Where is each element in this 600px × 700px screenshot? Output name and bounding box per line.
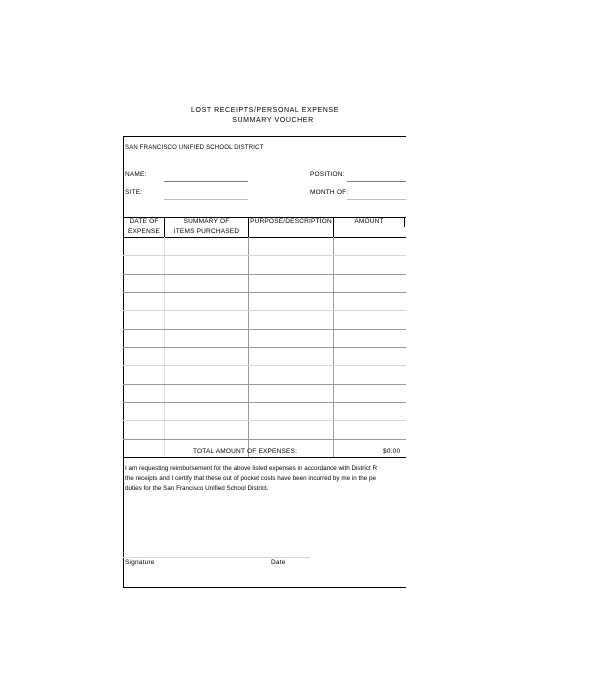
header-date bbox=[124, 217, 164, 237]
header-divider-4 bbox=[404, 217, 405, 227]
month-label: MONTH OF: bbox=[310, 189, 349, 196]
table-row[interactable] bbox=[123, 329, 406, 330]
header-date-line1: DATE OF bbox=[129, 218, 159, 225]
table-header-bottom bbox=[123, 237, 406, 238]
statement-line2: the receipts and I certify that these out of pocket costs have been incurred by me in the pe bbox=[125, 475, 376, 482]
form-title-line1: LOST RECEIPTS/PERSONAL EXPENSE bbox=[191, 107, 339, 114]
site-field[interactable] bbox=[164, 199, 248, 200]
table-row[interactable] bbox=[123, 274, 406, 275]
header-purpose: PURPOSE/DESCRIPTION bbox=[250, 218, 332, 225]
statement-line1: I am requesting reimbursement for the above listed expenses in accordance with District R bbox=[125, 465, 377, 472]
table-row[interactable] bbox=[123, 365, 406, 366]
name-field[interactable] bbox=[164, 181, 248, 182]
name-label: NAME: bbox=[125, 171, 147, 178]
table-row[interactable] bbox=[123, 402, 406, 403]
signature-line[interactable] bbox=[123, 557, 310, 558]
position-label: POSITION: bbox=[310, 171, 345, 178]
header-amount: AMOUNT bbox=[354, 218, 384, 225]
table-row[interactable] bbox=[123, 347, 406, 348]
form-title-line2: SUMMARY VOUCHER bbox=[232, 117, 314, 124]
site-label: SITE: bbox=[125, 189, 143, 196]
header-date-line2: EXPENSE bbox=[127, 228, 161, 235]
table-row[interactable] bbox=[123, 384, 406, 385]
table-row[interactable] bbox=[123, 255, 406, 256]
table-row[interactable] bbox=[123, 420, 406, 421]
table-row[interactable] bbox=[123, 439, 406, 440]
district-name: SAN FRANCISCO UNIFIED SCHOOL DISTRICT bbox=[125, 145, 264, 151]
table-row[interactable] bbox=[123, 292, 406, 293]
position-field[interactable] bbox=[347, 181, 406, 182]
header-summary bbox=[165, 217, 248, 237]
signature-label: Signature bbox=[125, 559, 155, 566]
statement-line3: duties for the San Francisco Unified School District. bbox=[125, 485, 269, 492]
total-row-bottom bbox=[123, 457, 406, 458]
total-value: $0.00 bbox=[383, 448, 401, 455]
total-label: TOTAL AMOUNT OF EXPENSES: bbox=[193, 448, 298, 455]
form-frame-bottom bbox=[123, 587, 406, 588]
header-summary-line1: SUMMARY OF bbox=[183, 218, 230, 225]
form-frame-left bbox=[123, 136, 124, 587]
date-label: Date bbox=[271, 559, 286, 566]
month-field[interactable] bbox=[347, 199, 406, 200]
header-summary-line2: ITEMS PURCHASED bbox=[173, 228, 240, 235]
form-frame-top bbox=[123, 136, 406, 137]
table-row[interactable] bbox=[123, 310, 406, 311]
